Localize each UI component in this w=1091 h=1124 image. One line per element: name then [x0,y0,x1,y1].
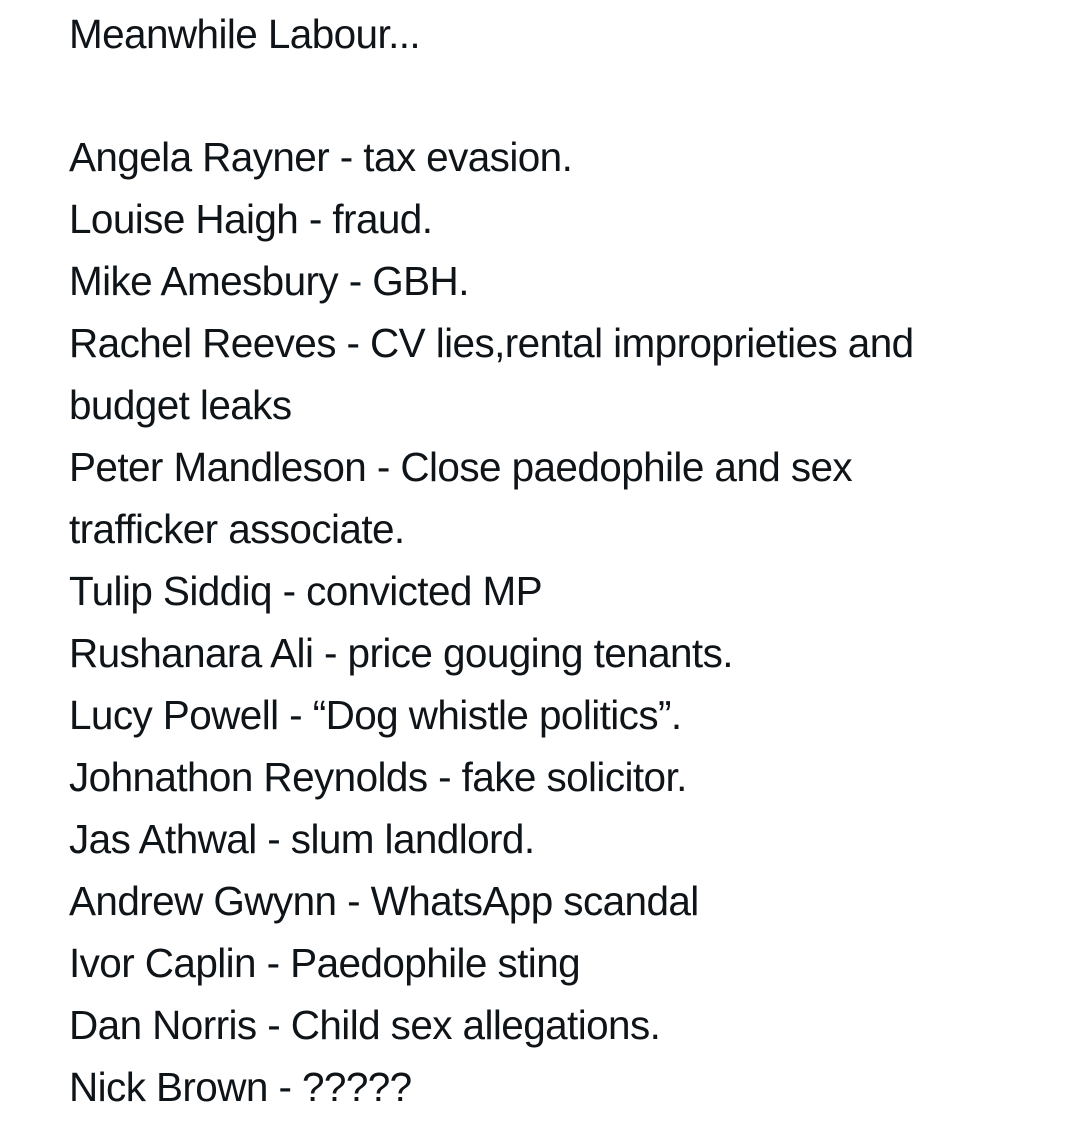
post-line: Rachel Reeves - CV lies,rental improprieties and [69,320,914,366]
post-line: Jas Athwal - slum landlord. [69,816,535,862]
post-line: Johnathon Reynolds - fake solicitor. [69,754,687,800]
post-line: Lucy Powell - “Dog whistle politics”. [69,692,682,738]
post-line: Mike Amesbury - GBH. [69,258,469,304]
post-line: Tulip Siddiq - convicted MP [69,568,543,614]
post-line: Angela Rayner - tax evasion. [69,134,573,180]
post-line: budget leaks [69,382,292,428]
post-intro: Meanwhile Labour... [69,11,421,57]
post-line: Peter Mandleson - Close paedophile and sex [69,444,853,490]
post-line: Andrew Gwynn - WhatsApp scandal [69,878,699,924]
post-line: Nick Brown - ????? [69,1064,412,1110]
post-line: Louise Haigh - fraud. [69,196,433,242]
post-line: Ivor Caplin - Paedophile sting [69,940,581,986]
post-line: trafficker associate. [69,506,405,552]
post-line: Rushanara Ali - price gouging tenants. [69,630,733,676]
post-line: Dan Norris - Child sex allegations. [69,1002,661,1048]
